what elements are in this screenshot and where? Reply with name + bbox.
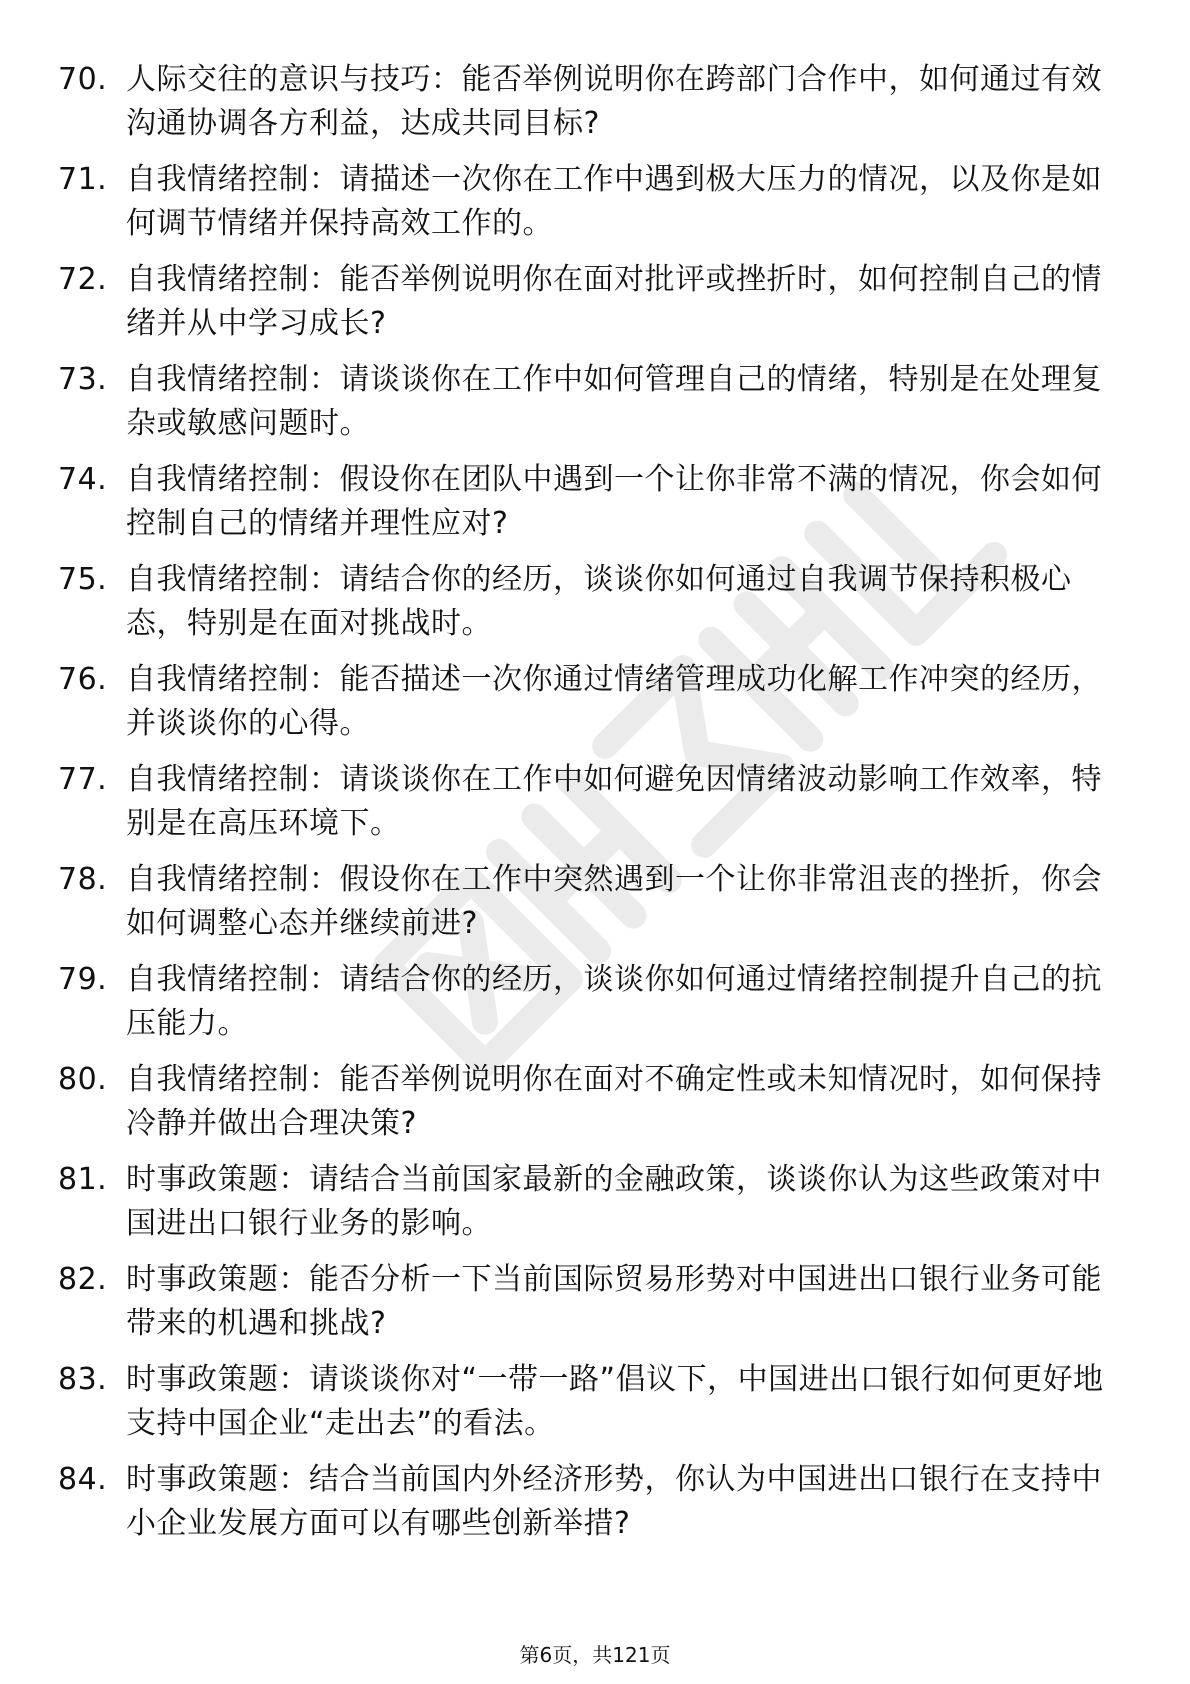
question-number: 84. (58, 1462, 108, 1497)
question-number: 75. (58, 562, 108, 597)
question-item (58, 1058, 1118, 1146)
question-item (58, 1258, 1118, 1346)
question-text: 自我情绪控制：请谈谈你在工作中如何管理自己的情绪，特别是在处理复杂或敏感问题时。 (126, 362, 1102, 441)
question-number: 77. (58, 762, 108, 797)
question-item (58, 58, 1118, 146)
question-number: 70. (58, 62, 108, 97)
question-number: 71. (58, 162, 108, 197)
question-number: 81. (58, 1162, 108, 1197)
question-item (58, 658, 1118, 746)
question-text: 自我情绪控制：能否描述一次你通过情绪管理成功化解工作冲突的经历，并谈谈你的心得。 (126, 662, 1102, 741)
question-text: 时事政策题：能否分析一下当前国际贸易形势对中国进出口银行业务可能带来的机遇和挑战? (126, 1262, 1102, 1341)
question-item (58, 158, 1118, 246)
question-number: 74. (58, 462, 108, 497)
question-text: 自我情绪控制：请结合你的经历，谈谈你如何通过情绪控制提升自己的抗压能力。 (126, 962, 1102, 1041)
question-text: 时事政策题：请结合当前国家最新的金融政策，谈谈你认为这些政策对中国进出口银行业务的影响。 (126, 1162, 1102, 1241)
question-number: 80. (58, 1062, 108, 1097)
question-item (58, 558, 1118, 646)
question-item (58, 1358, 1118, 1446)
question-item (58, 958, 1118, 1046)
question-list (58, 58, 1118, 1558)
question-item (58, 858, 1118, 946)
page-footer: 第6页，共121页 (519, 1643, 671, 1667)
question-text: 自我情绪控制：假设你在团队中遇到一个让你非常不满的情况，你会如何控制自己的情绪并理性应对? (126, 462, 1102, 541)
question-item (58, 458, 1118, 546)
question-number: 79. (58, 962, 108, 997)
question-item (58, 758, 1118, 846)
question-item (58, 1458, 1118, 1546)
question-text: 自我情绪控制：请谈谈你在工作中如何避免因情绪波动影响工作效率，特别是在高压环境下。 (126, 762, 1102, 841)
question-number: 76. (58, 662, 108, 697)
question-text: 时事政策题：结合当前国内外经济形势，你认为中国进出口银行在支持中小企业发展方面可以有哪些创新举措? (126, 1462, 1102, 1541)
question-item (58, 1158, 1118, 1246)
question-text: 时事政策题：请谈谈你对“一带一路”倡议下，中国进出口银行如何更好地支持中国企业“走出去”的看法。 (126, 1362, 1104, 1441)
question-number: 83. (58, 1362, 108, 1397)
question-text: 自我情绪控制：能否举例说明你在面对不确定性或未知情况时，如何保持冷静并做出合理决策? (126, 1062, 1102, 1141)
question-text: 自我情绪控制：能否举例说明你在面对批评或挫折时，如何控制自己的情绪并从中学习成长? (126, 262, 1102, 341)
question-text: 人际交往的意识与技巧：能否举例说明你在跨部门合作中，如何通过有效沟通协调各方利益，达成共同目标? (126, 62, 1102, 141)
question-number: 78. (58, 862, 108, 897)
question-number: 82. (58, 1262, 108, 1297)
question-item (58, 258, 1118, 346)
question-number: 72. (58, 262, 108, 297)
question-number: 73. (58, 362, 108, 397)
question-text: 自我情绪控制：请描述一次你在工作中遇到极大压力的情况，以及你是如何调节情绪并保持高效工作的。 (126, 162, 1102, 241)
question-item (58, 358, 1118, 446)
question-text: 自我情绪控制：假设你在工作中突然遇到一个让你非常沮丧的挫折，你会如何调整心态并继续前进? (126, 862, 1102, 941)
question-text: 自我情绪控制：请结合你的经历，谈谈你如何通过自我调节保持积极心态，特别是在面对挑战时。 (126, 562, 1072, 641)
